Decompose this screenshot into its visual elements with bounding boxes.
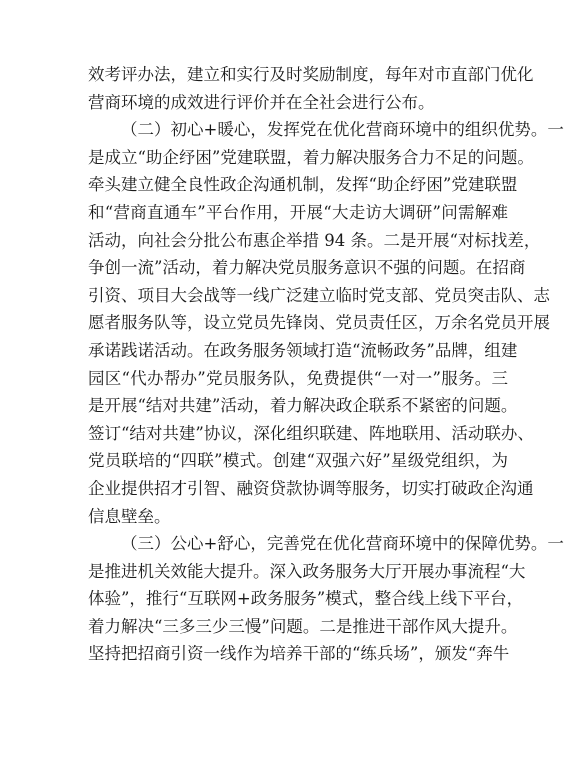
document-body: [88, 61, 564, 668]
paragraph-line: 是推进机关效能大提升。深入政务服务大厅开展办事流程“大: [88, 561, 526, 581]
paragraph-line: 牵头建立健全良性政企沟通机制，发挥“助企纾困”党建联盟: [88, 175, 518, 195]
paragraph-line: 着力解决“三多三少三慢”问题。二是推进干部作风大提升。: [88, 616, 518, 636]
paragraph-2: [88, 116, 564, 530]
paragraph-line: 活动，向社会分批公布惠企举措 94 条。二是开展“对标找差，: [88, 230, 541, 250]
paragraph-line: 效考评办法，建立和实行及时奖励制度，每年对市直部门优化: [88, 65, 534, 84]
paragraph-line: 党员联培的“四联”模式。创建“双强六好”星级党组织，为: [88, 451, 508, 471]
paragraph-line: 坚持把招商引资一线作为培养干部的“练兵场”，颁发“奔牛: [88, 644, 510, 664]
paragraph-1: [88, 61, 534, 116]
paragraph-line: 是开展“结对共建”活动，着力解决政企联系不紧密的问题。: [88, 396, 518, 416]
paragraph-line: 签订“结对共建”协议，深化组织联建、阵地联用、活动联办、: [88, 423, 534, 443]
paragraph-line: 信息壁垒。: [88, 506, 171, 526]
paragraph-3: [88, 530, 564, 668]
paragraph-line: 承诺践诺活动。在政务服务领域打造“流畅政务”品牌，组建: [88, 340, 518, 360]
paragraph-line: 企业提供招才引智、融资贷款协调等服务，切实打破政企沟通: [88, 478, 534, 498]
paragraph-line: 争创一流”活动，着力解决党员服务意识不强的问题。在招商: [88, 258, 526, 278]
paragraph-line: 体验”，推行“互联网+政务服务”模式，整合线上线下平台，: [88, 589, 524, 609]
paragraph-line: 是成立“助企纾困”党建联盟，着力解决服务合力不足的问题。: [88, 147, 534, 167]
paragraph-line: 营商环境的成效进行评价并在全社会进行公布。: [88, 92, 435, 112]
paragraph-line: （三）公心+舒心，完善党在优化营商环境中的保障优势。一: [121, 534, 564, 554]
paragraph-line: 园区“代办帮办”党员服务队，免费提供“一对一”服务。三: [88, 368, 508, 388]
paragraph-line: 和“营商直通车”平台作用，开展“大走访大调研”问需解难: [88, 202, 508, 222]
paragraph-line: 愿者服务队等，设立党员先锋岗、党员责任区，万余名党员开展: [88, 313, 550, 333]
paragraph-line: （二）初心+暖心，发挥党在优化营商环境中的组织优势。一: [121, 120, 564, 140]
paragraph-line: 引资、项目大会战等一线广泛建立临时党支部、党员突击队、志: [88, 285, 550, 305]
